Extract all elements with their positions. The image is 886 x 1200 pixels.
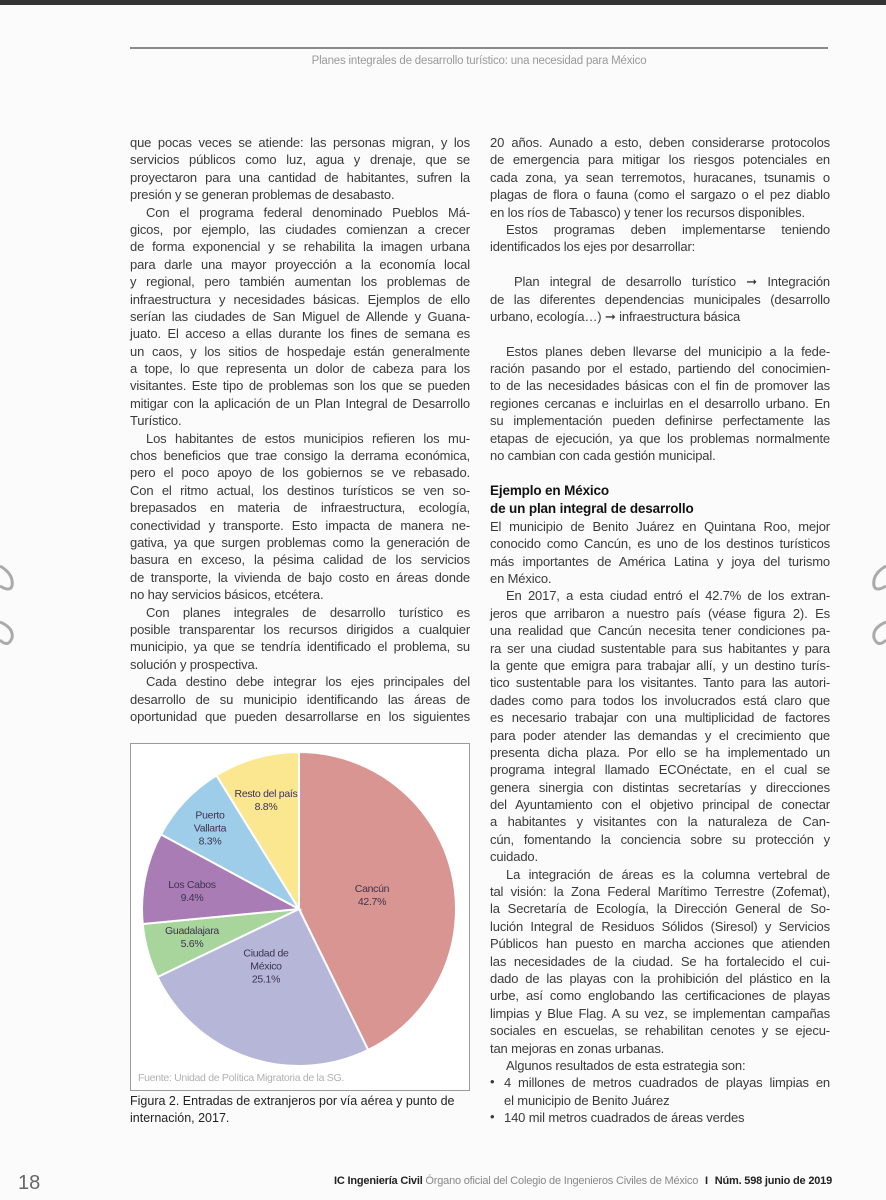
slice-label-puerto-vallarta	[194, 810, 226, 849]
chain-link-icon-right	[870, 560, 886, 650]
footer	[334, 1175, 832, 1187]
paragraph	[130, 430, 470, 604]
paragraph	[490, 343, 830, 465]
paragraph	[490, 134, 830, 221]
text-line: es necesario trabajar con una multiplicidad de factores	[490, 710, 830, 726]
slice-label-text: 25.1%	[251, 973, 281, 986]
paragraph	[130, 673, 470, 725]
text-line: El municipio de Benito Juárez en Quintana Roo, mejor	[490, 518, 830, 534]
paragraph	[490, 518, 830, 588]
header-rule	[130, 47, 828, 49]
text-line: a habitantes y visitantes con la naturaleza de Can-	[490, 814, 830, 830]
slice-label-text: Guadalajara	[165, 925, 219, 937]
slice-label-resto-del-pais	[235, 788, 298, 814]
text-line: tan mejoras en zonas urbanas.	[490, 1040, 665, 1056]
paragraph	[130, 204, 470, 430]
text-line: no hay servicios básicos, etcétera.	[130, 587, 324, 603]
slice-label-text: Los Cabos	[168, 879, 216, 891]
text-line: pero el poco apoyo de los gobiernos se ve rebasado.	[130, 465, 470, 481]
text-line: dades como para todos los involucrados está claro que	[490, 692, 830, 708]
text-line: las necesidades de la ciudad. Se ha fortalecido el cui-	[490, 953, 830, 969]
text-line: Públicos han puesto en marcha acciones que atienden	[490, 936, 830, 952]
slice-label-text: Resto del país	[234, 788, 298, 800]
results-list	[490, 1074, 830, 1126]
slice-label-ciudad-de-mexico	[243, 948, 288, 987]
text-line: y regional, pero también aumentan los problemas de	[130, 274, 470, 290]
slice-label-text: Puerto	[195, 809, 225, 822]
issue-info: Núm. 598 junio de 2019	[714, 1175, 832, 1187]
text-line: en los ríos de Tabasco) y tener los recursos disponibles.	[490, 204, 805, 220]
text-line: sociales en escuelas, se rehabilitan cenotes y se ejecu-	[490, 1023, 830, 1039]
text-line: infraestructura y necesidades básicas. Ejemplos de ello	[130, 291, 470, 307]
text-line: Turístico.	[130, 413, 182, 429]
text-line: de forma exponencial y se rehabilita la imagen urbana	[130, 239, 470, 255]
text-line: Con el ritmo actual, los destinos turísticos se ven so-	[130, 482, 470, 498]
text-line: chos beneficios que trae consigo la derrama económica,	[130, 448, 470, 464]
text-line: de emergencia para mitigar los riesgos potenciales en	[490, 152, 830, 168]
text-line: su implementación pueden definirse perfectamente las	[490, 413, 830, 429]
slice-label-text: Ciudad de	[243, 947, 289, 960]
text-line: de las diferentes dependencias municipales (desarrollo	[490, 291, 830, 307]
text-line: genera sinergia con distintas secretarías y direcciones	[490, 779, 830, 795]
text-line: to de las necesidades básicas con el fin de promover las	[490, 378, 830, 394]
window-top-bar	[0, 0, 886, 5]
paragraph	[130, 134, 470, 204]
text-line: en México.	[490, 570, 552, 586]
text-line: ración pasando por el estado, partiendo del conocimien-	[490, 361, 830, 377]
text-line: Cada destino debe integrar los ejes principales del	[146, 674, 470, 690]
text-line: cún, fomentando la conciencia sobre su protección y	[490, 831, 830, 847]
text-line: 4 millones de metros cuadrados de playas limpias en	[504, 1075, 830, 1091]
text-line: conectividad y transporte. Esto impacta de manera ne-	[130, 517, 470, 533]
text-line: presenta dicha plaza. Por ello se ha implementado un	[490, 744, 830, 760]
right-column	[490, 134, 830, 1126]
slice-label-cancun	[355, 883, 389, 909]
slice-label-text: Cancún	[354, 883, 390, 895]
text-line: 20 años. Aunado a esto, deben considerarse protocolos	[490, 135, 830, 150]
text-line: plagas de flora o fauna (como el sargazo o el pez diablo	[490, 187, 830, 203]
text-line: urbano, ecología…) ➞ infraestructura básica	[490, 308, 741, 324]
text-line: para poder atender las demandas y el crecimiento que	[490, 727, 830, 743]
chain-link-icon-left	[0, 560, 16, 650]
text-line: municipio, ya que se tendría identificado el problema, su	[130, 639, 470, 655]
pie-chart-figure	[130, 743, 470, 1091]
list-item	[490, 1109, 830, 1126]
text-line: Los habitantes de estos municipios refieren los mu-	[146, 430, 470, 446]
chart-source: Fuente: Unidad de Política Migratoria de la SG.	[138, 1072, 344, 1084]
text-line: presión y se generan problemas de desabasto.	[130, 187, 395, 203]
paragraph	[130, 604, 470, 674]
text-line: mitigar con la aplicación de un Plan Integral de Desarrollo	[130, 395, 470, 411]
slice-label-text: 8.3%	[198, 835, 222, 848]
text-line: urbe, así como englobando las certificaciones de playas	[490, 988, 830, 1004]
left-column	[130, 134, 470, 725]
text-line: posible transparentar los recursos dirigidos a cualquier	[130, 621, 470, 637]
text-line: etapas de ejecución, ya que los problemas normalmente	[490, 430, 830, 446]
text-line: el municipio de Benito Juárez	[504, 1092, 670, 1108]
text-line: lución Integral de Residuos Sólidos (Siresol) y Servicios	[490, 918, 830, 934]
text-line: brepasados en materia de infraestructura, ecología,	[130, 500, 470, 516]
text-line: Estos planes deben llevarse del municipio a la fede-	[506, 343, 830, 359]
footer-separator: I	[705, 1175, 708, 1187]
text-line: la gente que emigra para trabajar allí, y un destino turís-	[490, 657, 830, 673]
text-line: del Ayuntamiento con el objetivo principal de conectar	[490, 797, 830, 813]
text-line: dado de las playas con la prohibición del plástico en la	[490, 970, 830, 986]
slice-label-text: 8.8%	[254, 801, 278, 813]
text-line: Plan integral de desarrollo turístico ➞ Integración	[514, 274, 830, 290]
slice-label-text: 5.6%	[180, 938, 204, 950]
text-line: cuidado.	[490, 849, 538, 865]
text-line: La integración de áreas es la columna vertebral de	[506, 866, 830, 882]
bullet-icon: •	[490, 1109, 495, 1125]
text-line: servicios públicos como luz, agua y drenaje, que se	[130, 152, 470, 168]
text-line: la Secretaría de Ecología, la Dirección General de So-	[490, 901, 830, 917]
magazine-organ: Órgano oficial del Colegio de Ingenieros Civiles de México	[425, 1175, 699, 1187]
text-line: desarrollo de su municipio identificando las áreas de	[130, 691, 470, 707]
text-line: cada zona, ya sean terremotos, huracanes, tsunamis o	[490, 169, 830, 185]
page-number: 18	[18, 1172, 41, 1194]
slice-label-los-cabos	[168, 879, 216, 905]
text-line: regiones cercanas e incluirlas en el desarrollo urbano. En	[490, 395, 830, 411]
text-line: proyectaron para una cantidad de habitantes, sufren la	[130, 169, 470, 185]
text-line: limpias y Blue Flag. A su vez, se implementan campañas	[490, 1005, 830, 1021]
text-line: visitantes. Este tipo de problemas son los que se pueden	[130, 378, 470, 394]
text-line: oportunidad que pueden desarrollarse en los siguientes	[130, 708, 470, 724]
slice-label-text: México	[250, 960, 282, 973]
text-line: Con el programa federal denominado Pueblos Má-	[146, 204, 470, 220]
text-line: 140 mil metros cuadrados de áreas verdes	[504, 1110, 745, 1126]
text-line: conocido como Cancún, es uno de los destinos turísticos	[490, 536, 830, 552]
text-line: juato. El acceso a ellas durante los fines de semana es	[130, 326, 470, 342]
text-line: Con planes integrales de desarrollo turístico es	[146, 604, 470, 620]
text-line: tal visión: la Zona Federal Marítimo Terrestre (Zofemat),	[490, 884, 830, 900]
text-line: a tope, lo que representa un dolor de cabeza para los	[130, 361, 470, 377]
text-line: Algunos resultados de esta estrategia son:	[506, 1057, 746, 1073]
text-line: una realidad que Cancún necesita tener condiciones pa-	[490, 623, 830, 639]
text-line: gicos, por ejemplo, las ciudades comienzan a crecer	[130, 221, 470, 237]
text-line: basura en exceso, la pésima calidad de los servicios	[130, 552, 470, 568]
paragraph	[490, 221, 830, 256]
development-axes-flow	[490, 273, 830, 325]
slice-label-text: 9.4%	[180, 892, 204, 904]
text-line: ra ser una ciudad sustentable para sus habitantes y para	[490, 640, 830, 656]
text-line: de transporte, la vivienda de bajo costo en áreas donde	[130, 569, 470, 585]
text-line: solución y prospectiva.	[130, 656, 259, 672]
text-line: serían las ciudades de San Miguel de Allende y Guana-	[130, 308, 470, 324]
section-heading-line1: Ejemplo en México	[490, 482, 609, 498]
text-line: para darle una mayor proyección a la economía local	[130, 256, 470, 272]
text-line: Estos programas deben implementarse teniendo	[506, 221, 830, 237]
pie-chart	[131, 744, 469, 1090]
paragraph	[490, 866, 830, 1057]
text-line: jeros que arribaron a nuestro país (véase figura 2). Es	[490, 605, 830, 621]
text-line: En 2017, a esta ciudad entró el 42.7% de los extran-	[506, 588, 830, 604]
bullet-icon: •	[490, 1074, 495, 1090]
slice-label-guadalajara	[165, 925, 219, 951]
text-line: gativa, ya que surgen problemas como la generación de	[130, 534, 470, 550]
text-line: más importantes de América Latina y joya del turismo	[490, 553, 830, 569]
text-line: identificados los ejes por desarrollar:	[490, 239, 696, 255]
text-line: que pocas veces se atiende: las personas migran, y los	[130, 135, 470, 150]
text-line: programa integral llamado ECOnéctate, en el cual se	[490, 762, 830, 778]
text-line: no cambian con cada gestión municipal.	[490, 448, 716, 464]
running-title: Planes integrales de desarrollo turístico: una necesidad para México	[311, 55, 647, 67]
text-line: un caos, y los sitios de hospedaje están generalmente	[130, 343, 470, 359]
list-item	[490, 1074, 830, 1109]
paragraph	[490, 1057, 830, 1074]
paragraph	[490, 587, 830, 865]
slice-label-text: Vallarta	[193, 822, 227, 835]
slice-label-text: 42.7%	[357, 896, 387, 908]
figure-caption: Figura 2. Entradas de extranjeros por vía aérea y punto de internación, 2017.	[130, 1094, 455, 1125]
section-heading-line2: de un plan integral de desarrollo	[490, 500, 694, 516]
magazine-name: IC Ingeniería Civil	[334, 1175, 423, 1187]
text-line: tico sustentable para los visitantes. Tanto para las autori-	[490, 675, 830, 691]
